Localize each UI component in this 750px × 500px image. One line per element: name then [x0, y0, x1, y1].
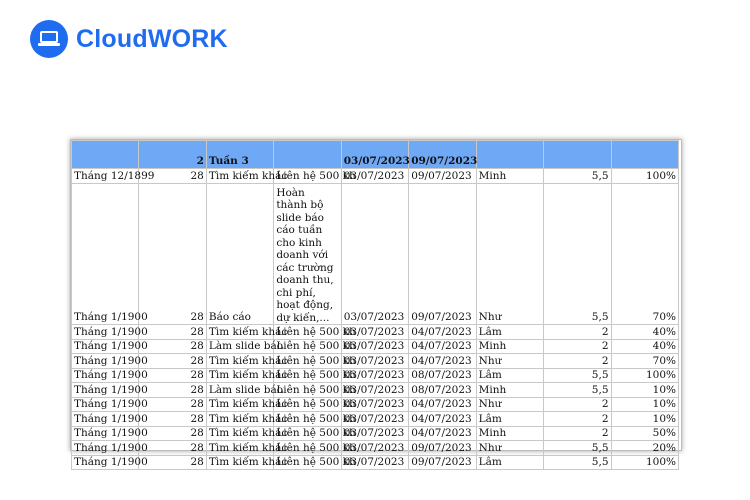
header-cell[interactable]: Tuần 3 — [206, 141, 273, 169]
table-cell[interactable]: Tháng 1/1900 — [72, 397, 139, 412]
table-cell[interactable]: 03/07/2023 — [341, 412, 408, 427]
table-cell[interactable]: Liên hệ 500 kh — [274, 441, 341, 456]
table-cell[interactable]: 03/07/2023 — [341, 325, 408, 340]
table-cell[interactable]: 5,5 — [544, 441, 611, 456]
table-cell[interactable]: 28 — [139, 354, 206, 369]
table-cell[interactable]: Liên hệ 500 kh — [274, 383, 341, 398]
table-cell[interactable]: 08/07/2023 — [409, 368, 476, 383]
table-cell[interactable]: 28 — [139, 169, 206, 184]
table-cell[interactable]: Tháng 1/1900 — [72, 441, 139, 456]
table-cell[interactable]: Tìm kiếm khác — [206, 397, 273, 412]
header-cell[interactable] — [611, 141, 679, 169]
table-cell[interactable]: Liên hệ 500 kh — [274, 455, 341, 470]
table-cell[interactable]: Tìm kiếm khác — [206, 368, 273, 383]
table-cell[interactable]: Tháng 1/1900 — [72, 412, 139, 427]
table-cell[interactable]: 20% — [611, 441, 679, 456]
table-cell[interactable]: 2 — [544, 426, 611, 441]
table-cell[interactable]: 28 — [139, 441, 206, 456]
task-table — [71, 140, 679, 470]
table-cell[interactable]: 04/07/2023 — [409, 339, 476, 354]
header-cell[interactable] — [544, 141, 611, 169]
table-cell[interactable]: Lâm — [476, 455, 543, 470]
table-row — [72, 383, 679, 398]
table-cell[interactable]: Minh — [476, 339, 543, 354]
table-cell[interactable]: Liên hệ 500 kh — [274, 339, 341, 354]
table-cell[interactable]: Liên hệ 500 kh — [274, 354, 341, 369]
table-cell[interactable]: Liên hệ 500 kh — [274, 397, 341, 412]
table-cell[interactable]: 03/07/2023 — [341, 339, 408, 354]
table-cell[interactable]: 03/07/2023 — [341, 426, 408, 441]
table-cell[interactable]: Như — [476, 183, 543, 325]
table-cell[interactable]: 5,5 — [544, 169, 611, 184]
table-row — [72, 354, 679, 369]
table-cell[interactable]: Minh — [476, 169, 543, 184]
table-cell[interactable]: Làm slide báo — [206, 339, 273, 354]
table-cell[interactable]: 2 — [544, 325, 611, 340]
table-cell[interactable]: 03/07/2023 — [341, 368, 408, 383]
table-cell[interactable]: 03/07/2023 — [341, 354, 408, 369]
table-row — [72, 339, 679, 354]
table-row — [72, 325, 679, 340]
table-cell[interactable]: Tháng 1/1900 — [72, 325, 139, 340]
table-row — [72, 455, 679, 470]
table-cell[interactable]: 09/07/2023 — [409, 441, 476, 456]
brand-name: CloudWORK — [76, 24, 228, 53]
table-cell[interactable]: 03/07/2023 — [341, 183, 408, 325]
table-cell[interactable]: Liên hệ 500 kh — [274, 368, 341, 383]
table-cell[interactable]: 40% — [611, 325, 679, 340]
header-cell[interactable]: 03/07/2023 — [341, 141, 408, 169]
table-cell[interactable]: 28 — [139, 412, 206, 427]
laptop-icon — [30, 20, 68, 58]
table-cell[interactable]: 09/07/2023 — [409, 455, 476, 470]
table-cell[interactable]: 5,5 — [544, 368, 611, 383]
header-cell[interactable]: 2 — [139, 141, 206, 169]
table-cell[interactable]: Tháng 1/1900 — [72, 183, 139, 325]
table-cell[interactable]: Như — [476, 397, 543, 412]
table-cell[interactable]: 04/07/2023 — [409, 354, 476, 369]
header-row — [72, 141, 679, 169]
table-cell[interactable]: Báo cáo — [206, 183, 273, 325]
table-cell[interactable]: Tháng 1/1900 — [72, 368, 139, 383]
table-cell[interactable]: 03/07/2023 — [341, 441, 408, 456]
table-cell[interactable]: 03/07/2023 — [341, 169, 408, 184]
table-cell[interactable]: 10% — [611, 383, 679, 398]
table-row — [72, 169, 679, 184]
table-cell[interactable]: 04/07/2023 — [409, 325, 476, 340]
table-cell[interactable]: 10% — [611, 397, 679, 412]
table-cell[interactable]: Liên hệ 500 kh — [274, 412, 341, 427]
table-cell[interactable]: 28 — [139, 339, 206, 354]
table-row — [72, 441, 679, 456]
table-cell[interactable]: Tháng 1/1900 — [72, 339, 139, 354]
table-cell[interactable]: Tìm kiếm khác — [206, 426, 273, 441]
table-cell[interactable]: Liên hệ 500 kh — [274, 325, 341, 340]
table-cell[interactable]: 5,5 — [544, 183, 611, 325]
header-cell[interactable] — [72, 141, 139, 169]
table-cell[interactable]: Tháng 1/1900 — [72, 383, 139, 398]
table-cell[interactable]: Minh — [476, 383, 543, 398]
table-cell[interactable]: Lâm — [476, 368, 543, 383]
table-row — [72, 426, 679, 441]
table-cell[interactable]: 2 — [544, 397, 611, 412]
table-cell[interactable]: 28 — [139, 368, 206, 383]
table-cell[interactable]: 100% — [611, 368, 679, 383]
header-cell[interactable]: 09/07/2023 — [409, 141, 476, 169]
table-cell[interactable]: Hoàn thành bộ slide báo cáo tuần cho kinh doanh với các trường doanh thu, chi phí, hoạt động, dự kiến,... — [274, 183, 341, 325]
table-cell[interactable]: Tháng 12/1899 — [72, 169, 139, 184]
table-cell[interactable]: 03/07/2023 — [341, 397, 408, 412]
table-cell[interactable]: 28 — [139, 383, 206, 398]
table-cell[interactable]: Tìm kiếm khác — [206, 325, 273, 340]
table-cell[interactable]: 70% — [611, 354, 679, 369]
table-cell[interactable]: Tìm kiếm khác — [206, 455, 273, 470]
table-cell[interactable]: Minh — [476, 426, 543, 441]
table-cell[interactable]: 28 — [139, 455, 206, 470]
table-cell[interactable]: 50% — [611, 426, 679, 441]
table-cell[interactable]: 70% — [611, 183, 679, 325]
table-cell[interactable]: 09/07/2023 — [409, 169, 476, 184]
table-cell[interactable]: 09/07/2023 — [409, 183, 476, 325]
table-cell[interactable]: Tìm kiếm khác — [206, 169, 273, 184]
header-cell[interactable] — [476, 141, 543, 169]
table-row — [72, 183, 679, 325]
table-cell[interactable]: 100% — [611, 169, 679, 184]
brand-logo — [30, 20, 228, 58]
table-cell[interactable]: Lâm — [476, 325, 543, 340]
table-cell[interactable]: Liên hệ 500 kh — [274, 169, 341, 184]
table-cell[interactable]: Tháng 1/1900 — [72, 354, 139, 369]
table-cell[interactable]: 28 — [139, 426, 206, 441]
table-row — [72, 397, 679, 412]
table-row — [72, 412, 679, 427]
table-row — [72, 368, 679, 383]
header-cell[interactable] — [274, 141, 341, 169]
table-cell[interactable]: 2 — [544, 354, 611, 369]
table-cell[interactable]: 04/07/2023 — [409, 412, 476, 427]
table-cell[interactable]: 100% — [611, 455, 679, 470]
table-cell[interactable]: 04/07/2023 — [409, 397, 476, 412]
table-cell[interactable]: Liên hệ 500 kh — [274, 426, 341, 441]
table-cell[interactable]: 40% — [611, 339, 679, 354]
table-cell[interactable]: 28 — [139, 325, 206, 340]
table-cell[interactable]: 08/07/2023 — [409, 383, 476, 398]
table-cell[interactable]: 10% — [611, 412, 679, 427]
table-cell[interactable]: 5,5 — [544, 383, 611, 398]
table-cell[interactable]: Tháng 1/1900 — [72, 455, 139, 470]
table-cell[interactable]: Lâm — [476, 412, 543, 427]
table-cell[interactable]: 2 — [544, 339, 611, 354]
table-cell[interactable]: Như — [476, 354, 543, 369]
table-cell[interactable]: Làm slide báo — [206, 383, 273, 398]
table-cell[interactable]: Tìm kiếm khác — [206, 441, 273, 456]
table-cell[interactable]: 5,5 — [544, 455, 611, 470]
table-cell[interactable]: 04/07/2023 — [409, 426, 476, 441]
table-cell[interactable]: Tìm kiếm khác — [206, 354, 273, 369]
table-cell[interactable]: 28 — [139, 183, 206, 325]
table-cell[interactable]: 03/07/2023 — [341, 455, 408, 470]
table-cell[interactable]: 28 — [139, 397, 206, 412]
table-cell[interactable]: 2 — [544, 412, 611, 427]
table-cell[interactable]: 03/07/2023 — [341, 383, 408, 398]
table-cell[interactable]: Như — [476, 441, 543, 456]
spreadsheet — [70, 139, 682, 468]
table-cell[interactable]: Tháng 1/1900 — [72, 426, 139, 441]
table-cell[interactable]: Tìm kiếm khác — [206, 412, 273, 427]
